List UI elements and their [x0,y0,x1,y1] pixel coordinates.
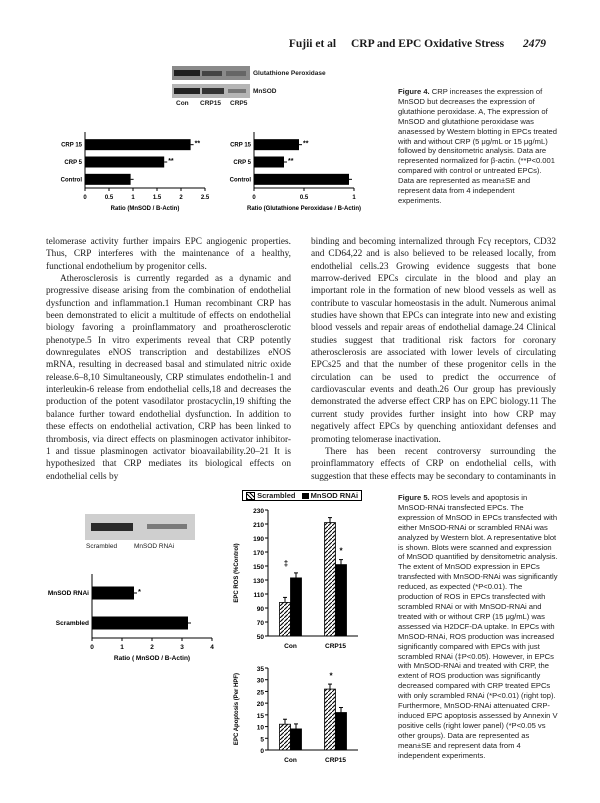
x-axis-label: Ratio ( MnSOD / B-Actin) [113,655,191,662]
category-label: CRP 5 [233,160,251,166]
x-tick-label: 2 [179,195,183,201]
bar [280,602,291,636]
fig4-lane-crp15: CRP15 [200,100,221,107]
y-tick-label: 50 [256,634,264,641]
fig4-lane-con: Con [176,100,189,107]
y-tick-label: 70 [256,620,264,627]
body-right-p2: There has been recent controversy surrounding the proinflammatory effects of CRP on endothelial cells, with suggestion that these effects may be secondary to contaminants in [311,446,556,482]
y-tick-label: 130 [253,578,264,585]
significance-mark: ** [288,158,294,165]
category-label: MnSOD RNAi [47,590,89,597]
fig4-caption [398,87,558,206]
y-tick-label: 170 [253,550,264,557]
body-column-right [311,236,556,483]
significance-mark: ** [194,140,201,148]
fig5-caption [398,493,558,760]
x-tick-label: 2.5 [200,195,210,201]
running-header [277,38,546,50]
category-label: Scrambled [55,620,89,627]
fig4-caption-title: Figure 4. [398,87,430,96]
header-authors: Fujii et al [288,38,337,50]
header-title: CRP and EPC Oxidative Stress [350,38,505,50]
bar [291,729,302,750]
y-tick-label: 110 [253,592,264,599]
x-tick-label: 2 [150,644,154,651]
category-label: CRP15 [325,757,346,764]
y-tick-label: 0 [260,748,264,755]
bar [254,174,349,185]
fig5-caption-text: ROS levels and apoptosis in MnSOD-RNAi transfected EPCs. The expression of MnSOD in EPCs transfected with either MnSOD-RNAi or scrambled RNAi was analyzed by Western blot. A representative blot is shown. Blots were scanned and expression of MnSOD quantified by densitometric analysis. The extent of MnSOD expression in EPCs transfected with MnSOD-RNAi was significantly reduced, as expected (*P<0.01). The production of ROS in EPCs transfected with scrambled RNAi or with MnSOD-RNAi and treated with or without CRP (15 μg/mL) was assessed via H2DCF-DA uptake. In EPCs with MnSOD-RNAi, ROS production was increased significantly compared with EPCs with just scrambled RNAi (‡P<0.05). However, in EPCs with MnSOD-RNAi and treated with CRP, the extent of ROS production was significantly decreased compared with CRP treated EPCs with only scrambled RNAi (*P<0.01) (right top). Furthermore, MnSOD-RNAi attenuated CRP-induced EPC apoptosis assessed by Annexin V positive cells (right lower panel) (*P<0.05 vs other groups). Data are represented as mean±SE and represent data from 4 independent experiments. [398,493,558,760]
x-tick-label: 1 [131,195,135,201]
y-tick-label: 230 [253,508,264,515]
x-tick-label: 0.5 [299,195,309,201]
body-left-p2: Atherosclerosis is currently regarded as a dynamic and progressive disease arising from the combination of endothelial dysfunction and inflammation.1 Human recombinant CRP has been demonstrated to elicit a multitude of effects on endothelial biology favoring a proinflammatory and proatherosclerotic phenotype.5 In vitro experiments reveal that CRP potently downregulates eNOS transcription and destabilizes eNOS mRNA, resulting in decreased basal and stimulated nitric oxide release.6–8,10 Simultaneously, CRP stimulates endothelin-1 and interleukin-6 release from endothelial cells,18 and decreases the production of the potent vasodilator prostacyclin,19 shifting the balance further toward endothelial dysfunction. In addition to these effects on endothelial activation, CRP has been linked to thrombosis, via direct effects on plasminogen activator inhibitor-1 and tissue plasminogen activator bioavailability.20–21 It is hypothesized that CRP mediates its biological effects on endothelial cells by [46,274,291,482]
header-page-number: 2479 [523,38,546,50]
significance-mark: ‡ [283,559,289,568]
bar [85,157,164,168]
significance-mark: * [329,671,333,681]
fig4-blot-label-mnsod: MnSOD [253,88,277,95]
significance-mark: * [339,546,343,556]
y-tick-label: 15 [256,712,264,720]
x-axis-label: Ratio (Glutathione Peroxidase / B-Actin) [246,206,362,212]
y-axis-label: EPC ROS (%Control) [234,543,240,603]
y-tick-label: 25 [256,689,264,697]
bar [254,157,284,168]
fig4-blot-label-gpx: Glutathione Peroxidase [253,70,326,77]
x-tick-label: 0 [90,644,94,651]
significance-mark: ** [168,158,174,165]
fig5-lane-scrambled: Scrambled [86,543,118,550]
y-tick-label: 10 [256,724,264,732]
legend-label-scrambled: Scrambled [257,491,296,500]
y-tick-label: 5 [260,736,264,744]
fig5-western-blot [85,514,195,540]
category-label: CRP 15 [61,142,82,149]
bar [336,713,347,750]
y-tick-label: 90 [256,606,264,613]
bar [85,139,191,150]
y-tick-label: 150 [253,564,264,571]
fig5-ros-chart [228,502,368,652]
category-label: Control [229,177,251,184]
bar [325,523,336,636]
fig5-apoptosis-chart [228,660,368,768]
bar [92,617,188,630]
x-tick-label: 1 [120,644,124,651]
category-label: CRP15 [325,643,346,650]
x-tick-label: 3 [180,644,184,651]
y-axis-label: EPC Apoptosis (Per HPF) [234,672,240,746]
fig5-lane-mnsod-rnai: MnSOD RNAi [134,543,175,550]
y-tick-label: 210 [253,522,264,529]
category-label: CRP 15 [230,142,251,149]
x-tick-label: 0 [252,195,256,201]
bar [254,139,299,150]
fig4-gpx-chart [220,130,375,230]
legend-swatch-mnsod [302,493,309,499]
y-tick-label: 30 [256,677,264,685]
body-column-left [46,236,291,483]
x-tick-label: 1.5 [152,195,162,201]
category-label: CRP 5 [64,160,82,166]
bar [291,578,302,636]
y-tick-label: 20 [256,701,264,709]
category-label: Control [60,177,82,184]
bar [92,587,134,600]
legend-label-mnsod: MnSOD RNAi [310,491,359,500]
x-tick-label: 0 [83,195,87,201]
category-label: Con [284,643,297,650]
bar [336,565,347,636]
fig4-caption-text: CRP increases the expression of MnSOD but decreases the expression of glutathione peroxidase. A, The expression of MnSOD and glutathione peroxidase was anasessed by Western blotting in EPCs treated with and without CRP (5 μg/mL or 15 μg/mL) followed by densitometric analysis. Data are represented normalized for β-actin. (**P<0.001 compared with control or untreated EPCs). Data are represented as mean±SE and represent data from 4 independent experiments. [398,87,557,205]
body-right-p1: binding and becoming internalized through Fcγ receptors, CD32 and CD64,22 and is also believed to be released locally, from endothelial cells.23 Growing evidence suggests that bone marrow-derived EPCs circulate in the blood and play an important role in the formation of new blood vessels as well as contribute to vascular homeostasis in the adult. Numerous animal studies have shown that EPCs can integrate into new and existing blood vessels and repair areas of endothelial damage.24 Clinical studies suggest that traditional risk factors for coronary atherosclerosis are associated with lower levels of circulating EPCs25 and that the number of these progenitor cells in the circulation can be used to predict the occurrence of cardiovascular events and death.26 Our group has previously demonstrated the adverse effect CRP has on EPC biology.11 The current study provides further insight into how CRP may negatively affect EPCs by quenching antioxidant defenses and promoting telomerase inactivation. [311,237,556,445]
x-tick-label: 1 [352,195,356,201]
fig5-caption-title: Figure 5. [398,493,430,502]
fig5-legend [242,490,362,501]
bar [280,724,291,750]
significance-mark: * [138,587,141,596]
x-tick-label: 0.5 [104,195,114,201]
significance-mark: ** [303,140,309,148]
fig4-lane-crp5: CRP5 [230,100,248,107]
y-tick-label: 190 [253,536,264,543]
x-tick-label: 4 [210,644,214,651]
body-left-p1: telomerase activity further impairs EPC angiogenic properties. Thus, CRP interferes with the maintenance of a healthy, functional endothelium by progenitor cells. [46,237,291,272]
category-label: Con [284,757,297,764]
bar [85,174,131,185]
y-tick-label: 35 [256,666,264,673]
legend-swatch-scrambled [246,492,255,500]
bar [325,689,336,750]
fig4-mnsod-chart [45,130,220,230]
fig5-mnsod-chart [40,572,230,678]
x-axis-label: Ratio (MnSOD / B-Actin) [110,206,180,212]
